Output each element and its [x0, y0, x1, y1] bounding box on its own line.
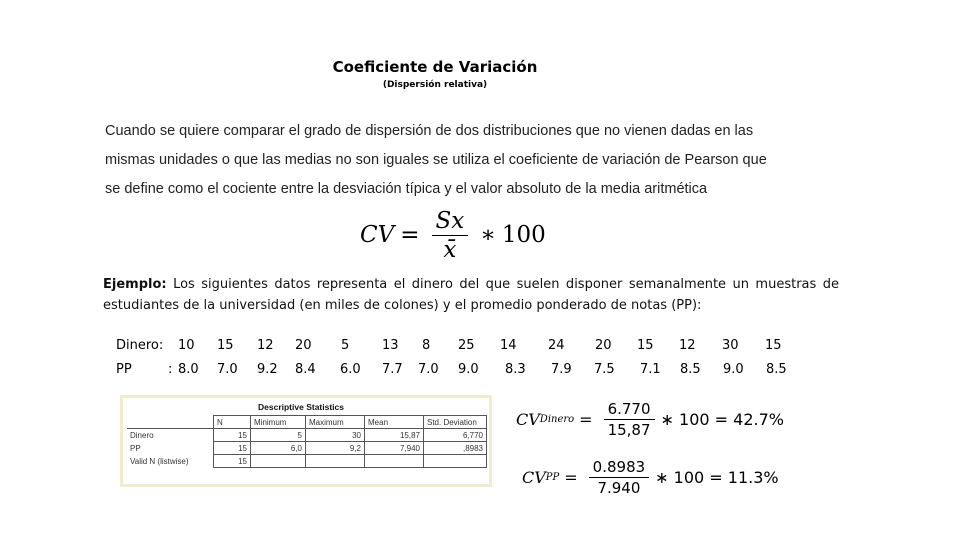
pp-value: 8.4 [295, 362, 316, 377]
cv-dinero-result: ∗ 100 = 42.7% [660, 410, 784, 429]
cv-pp-subscript: PP [545, 472, 560, 483]
dinero-value: 15 [637, 338, 654, 353]
stats-row-label: Dinero [127, 429, 214, 442]
pp-data-row [0, 362, 960, 384]
cv-pp-numerator: 0.8983 [589, 458, 650, 478]
pp-value: 7.0 [418, 362, 439, 377]
page-subtitle: (Dispersión relativa) [382, 80, 488, 90]
dinero-value: 12 [679, 338, 696, 353]
dinero-label: Dinero: [116, 338, 164, 353]
cv-dinero-numerator: 6.770 [604, 400, 655, 420]
intro-line-3: se define como el cociente entre la desviación típica y el valor absoluto de la media aritmética [105, 181, 708, 197]
pp-value: 7.9 [551, 362, 572, 377]
pp-value: 8.0 [178, 362, 199, 377]
dinero-value: 13 [382, 338, 399, 353]
stats-cell [306, 455, 365, 468]
dinero-value: 25 [458, 338, 475, 353]
pp-value: 7.7 [382, 362, 403, 377]
dinero-value: 5 [341, 338, 350, 353]
stats-header: Minimum [251, 416, 306, 429]
dinero-value: 20 [595, 338, 612, 353]
stats-corner [127, 416, 214, 429]
pp-value: 7.5 [594, 362, 615, 377]
dinero-data-row [0, 338, 960, 360]
stats-cell: 6,0 [251, 442, 306, 455]
cv-dinero-subscript: Dinero [539, 414, 575, 425]
stats-cell: 15 [214, 429, 251, 442]
pp-label: PP [116, 362, 132, 377]
cv-dinero-equation: CV Dinero = $\frac{6.770}{15,87}$ ∗ 100 = 42.7% [516, 400, 784, 439]
stats-header-row [127, 416, 487, 429]
pp-value: 8.5 [766, 362, 787, 377]
stats-cell: 5 [251, 429, 306, 442]
pp-value: 6.0 [340, 362, 361, 377]
stats-cell: 6,770 [424, 429, 487, 442]
dinero-value: 15 [765, 338, 782, 353]
dinero-value: 12 [257, 338, 274, 353]
formula-numerator: Sx [432, 208, 469, 236]
page-title: Coeficiente de Variación [332, 58, 538, 76]
pp-separator: : [168, 362, 173, 377]
stats-row [127, 442, 487, 455]
intro-line-1: Cuando se quiere comparar el grado de dispersión de dos distribuciones que no vienen dadas en las [105, 123, 754, 139]
dinero-value: 8 [422, 338, 431, 353]
formula-lhs: CV [360, 222, 395, 248]
stats-table-title: Descriptive Statistics [258, 402, 344, 412]
stats-header: Mean [365, 416, 424, 429]
stats-cell [365, 455, 424, 468]
stats-cell: 15,87 [365, 429, 424, 442]
cv-dinero-denominator: 15,87 [607, 421, 651, 439]
stats-cell [424, 455, 487, 468]
stats-cell: 9,2 [306, 442, 365, 455]
dinero-value: 10 [178, 338, 195, 353]
stats-row [127, 455, 487, 468]
stats-cell: ,8983 [424, 442, 487, 455]
formula-fraction [432, 208, 469, 263]
example-text: Los siguientes datos representa el dinero del que suelen disponer semanalmente un muestras de estudiantes de la universidad (en miles de colones) y el promedio ponderado de notas (PP): [103, 277, 839, 313]
pp-value: 7.1 [640, 362, 661, 377]
dinero-value: 24 [548, 338, 565, 353]
stats-cell: 15 [214, 442, 251, 455]
stats-header: N [214, 416, 251, 429]
cv-formula: CV = $\frac{Sx}{x̄}$ ∗ 100 [360, 207, 546, 263]
example-label: Ejemplo: [103, 277, 167, 292]
pp-value: 7.0 [217, 362, 238, 377]
stats-cell: 30 [306, 429, 365, 442]
stats-row-label: Valid N (listwise) [127, 455, 214, 468]
dinero-value: 15 [217, 338, 234, 353]
cv-pp-fraction [589, 458, 650, 497]
dinero-value: 30 [722, 338, 739, 353]
stats-row [127, 429, 487, 442]
pp-value: 8.5 [680, 362, 701, 377]
pp-value: 9.0 [723, 362, 744, 377]
cv-pp-equation: CV PP = $\frac{0.8983}{7.940}$ ∗ 100 = 11.3% [522, 458, 779, 497]
stats-cell: 15 [214, 455, 251, 468]
dinero-value: 20 [295, 338, 312, 353]
stats-cell: 7,940 [365, 442, 424, 455]
pp-value: 8.3 [505, 362, 526, 377]
formula-denominator: x̄ [443, 236, 457, 263]
stats-row-label: PP [127, 442, 214, 455]
stats-header: Maximum [306, 416, 365, 429]
intro-line-2: mismas unidades o que las medias no son iguales se utiliza el coeficiente de variación de Pearson que [105, 152, 767, 168]
cv-pp-result: ∗ 100 = 11.3% [655, 468, 779, 487]
cv-dinero-lhs: CV [516, 410, 540, 429]
stats-header: Std. Deviation [424, 416, 487, 429]
cv-pp-denominator: 7.940 [597, 479, 641, 497]
formula-multiplier: 100 [501, 222, 546, 248]
pp-value: 9.0 [458, 362, 479, 377]
stats-cell [251, 455, 306, 468]
descriptive-statistics-table [120, 395, 492, 487]
example-paragraph [103, 274, 839, 316]
cv-dinero-fraction [604, 400, 655, 439]
cv-pp-lhs: CV [522, 468, 546, 487]
pp-value: 9.2 [257, 362, 278, 377]
dinero-value: 14 [500, 338, 517, 353]
